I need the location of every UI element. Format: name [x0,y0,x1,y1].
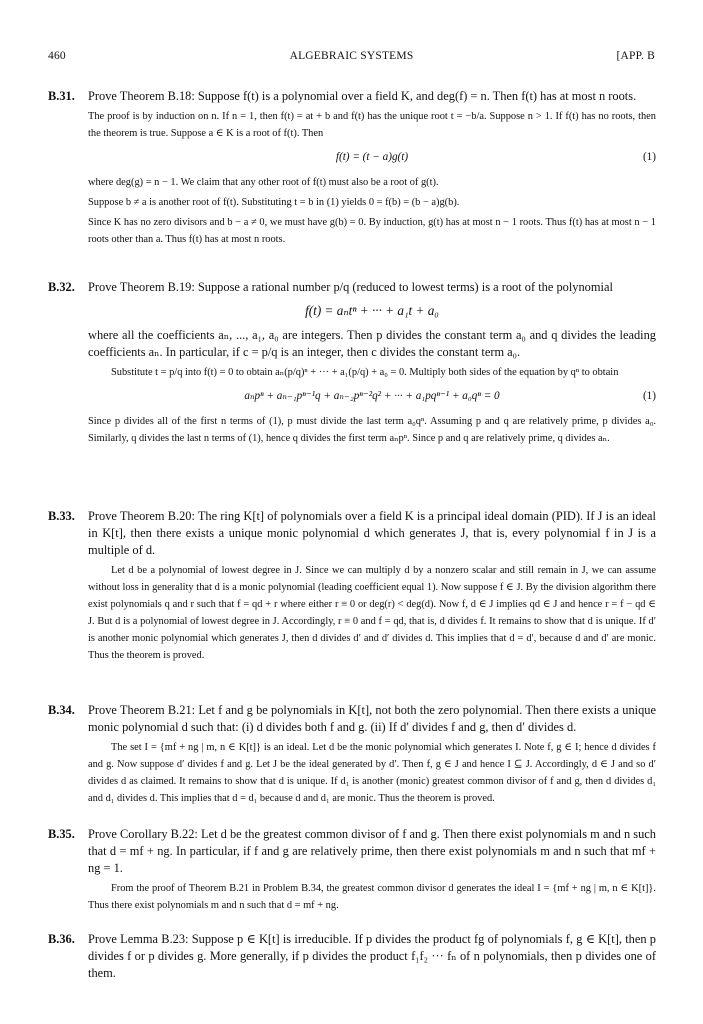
problem-statement [48,88,656,105]
problem-number: B.31. [48,89,75,103]
problem-b33 [48,508,656,667]
proof-paragraph: Substitute t = p/q into f(t) = 0 to obtain aₙ(p/q)ⁿ + ··· + a₁(p/q) + a₀ = 0. Multiply both sides of the equation by qⁿ to obtain [111,367,619,378]
page-number: 460 [48,50,66,62]
problem-proof [48,739,656,807]
problem-b31 [48,88,656,251]
running-title: ALGEBRAIC SYSTEMS [289,50,414,62]
problem-number: B.36. [48,932,75,946]
problem-statement [48,702,656,736]
equation-body: f(t) = (t − a)g(t) [335,151,409,163]
proof-paragraph: Since p divides all of the first n terms of (1), p must divide the last term a₀qⁿ. Assuming p and q are relatively prime, p divides a₀. Similarly, q divides the last n terms of (1), hence q divides the first term aₙpⁿ. Since p and q are relatively prime, q divides aₙ. [88,416,656,444]
proof-paragraph: Suppose b ≠ a is another root of f(t). Substituting t = b in (1) yields 0 = f(b) = (b − a)g(b). [88,197,460,208]
problem-b34 [48,702,656,810]
problem-b32 [48,279,656,450]
equation-label: (1) [642,151,656,163]
problem-statement [48,931,656,982]
equation-body: aₙpⁿ + aₙ₋₁pⁿ⁻¹q + aₙ₋₂pⁿ⁻²q² + ··· + a₁pqⁿ⁻¹ + a₀qⁿ = 0 [244,390,500,402]
statement-text: Prove Theorem B.20: The ring K[t] of polynomials over a field K is a principal ideal domain (PID). If J is an ideal in K[t], then there exists a unique monic polynomial d which generates J, that is, every polynomial f in J is a multiple of d. [88,509,656,557]
statement-text: Prove Corollary B.22: Let d be the greatest common divisor of f and g. Then there exist polynomials m and n such that d = mf + ng. In particular, if f and g are relatively prime, then there exist polynomials m and n such that mf + ng = 1. [88,827,656,875]
proof-paragraph: From the proof of Theorem B.21 in Problem B.34, the greatest common divisor d generates the ideal I = {mf + ng | m, n ∈ K[t]}. Thus there exist polynomials m and n such that d = mf + ng. [88,883,656,911]
statement-text: Prove Theorem B.18: Suppose f(t) is a polynomial over a field K, and deg(f) = n. Then f(t) has at most n roots. [88,89,637,103]
proof-paragraph: The set I = {mf + ng | m, n ∈ K[t]} is an ideal. Let d be the monic polynomial which generates I. Note f, g ∈ I; hence d divides f and g. Now suppose d′ divides f and g. Let J be the ideal generated by d′. Then f, g ∈ J and hence I ⊆ J. Accordingly, d ∈ J and so d′ divides d as claimed. It remains to show that d is unique. If d₁ is another (monic) greatest common divisor of f and g, then d divides d₁ and d₁ divides d. This implies that d = d₁ because d and d₁ are monic. Thus the theorem is proved. [88,742,656,804]
problem-b36 [48,931,656,982]
problem-statement [48,279,656,296]
running-header [48,50,655,66]
equation-label: (1) [642,390,656,402]
equation [88,149,656,166]
equation [88,388,656,405]
problem-proof [48,880,656,914]
problem-proof [48,108,656,248]
problem-number: B.34. [48,703,75,717]
proof-paragraph: Let d be a polynomial of lowest degree in J. Since we can multiply d by a nonzero scalar and still remain in J, we can assume without loss in generality that d is a monic polynomial (leading coefficient equal 1). Now suppose f ∈ J. By the division algorithm there exist polynomials q and r such that f = qd + r where either r ≡ 0 or deg(r) < deg(d). Now f, d ∈ J implies qd ∈ J and hence r = f − qd ∈ J. But d is a polynomial of lowest degree in J. Accordingly, r ≡ 0 and f = qd, that is, d divides f. It remains to show that d is unique. If d′ is another monic polynomial which generates J, then d divides d′ and d′ divides d. This implies that d = d′, because d and d′ are monic. Thus the theorem is proved. [88,565,656,661]
equation-body: f(t) = aₙtⁿ + ··· + a₁t + a₀ [305,303,439,318]
proof-paragraph: The proof is by induction on n. If n = 1, then f(t) = at + b and f(t) has the unique root t = −b/a. Suppose n > 1. If f(t) has no roots, then the theorem is true. Suppose a ∈ K is a root of f(t). Then [88,111,656,139]
equation [48,303,656,319]
problem-number: B.35. [48,827,75,841]
problem-b35 [48,826,656,917]
appendix-label: [APP. B [616,50,655,62]
problem-proof [48,364,656,447]
problem-statement-continued [48,327,656,361]
problem-number: B.32. [48,280,75,294]
proof-paragraph: where deg(g) = n − 1. We claim that any other root of f(t) must also be a root of g(t). [88,177,439,188]
problem-statement [48,508,656,559]
problem-number: B.33. [48,509,75,523]
statement-text: Prove Theorem B.19: Suppose a rational number p/q (reduced to lowest terms) is a root of the polynomial [88,280,613,294]
problem-statement [48,826,656,877]
statement-text: where all the coefficients aₙ, ..., a₁, a₀ are integers. Then p divides the constant term a₀ and q divides the leading coefficients aₙ. In particular, if c = p/q is an integer, then c divides the constant term a₀. [88,328,656,359]
problem-proof [48,562,656,664]
proof-paragraph: Since K has no zero divisors and b − a ≠ 0, we must have g(b) = 0. By induction, g(t) has at most n − 1 roots. Thus f(t) has at most n − 1 roots other than a. Thus f(t) has at most n roots. [88,217,656,245]
statement-text: Prove Lemma B.23: Suppose p ∈ K[t] is irreducible. If p divides the product fg of polynomials f, g ∈ K[t], then p divides f or p divides g. More generally, if p divides the product f₁f₂ ··· fₙ of n polynomials, then p divides one of them. [88,932,656,980]
statement-text: Prove Theorem B.21: Let f and g be polynomials in K[t], not both the zero polynomial. Then there exists a unique monic polynomial d such that: (i) d divides both f and g. (ii) If d′ divides f and g, then d′ divides d. [88,703,656,734]
